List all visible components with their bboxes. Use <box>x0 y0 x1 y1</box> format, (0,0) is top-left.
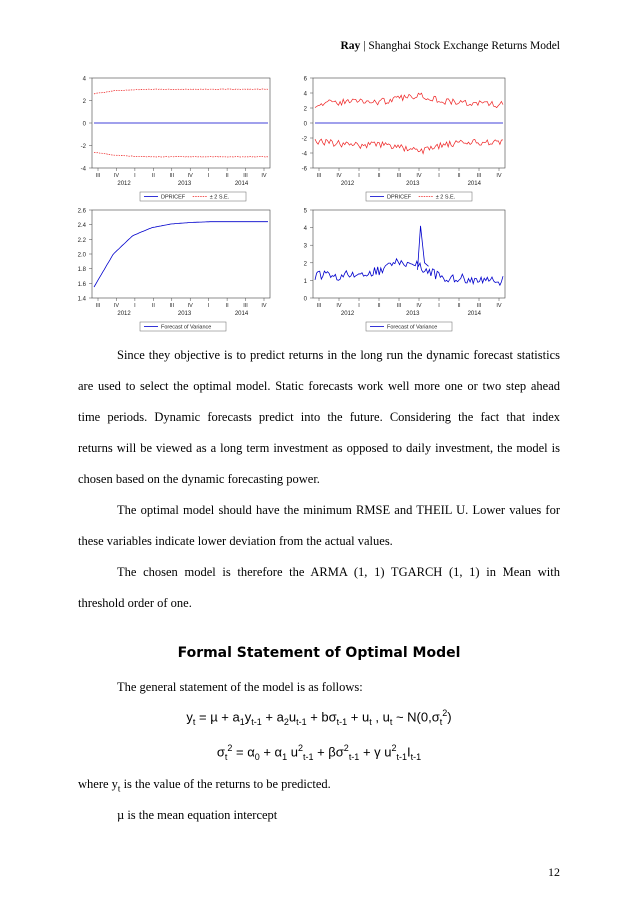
chart-2-year-label: 2013 <box>406 181 420 187</box>
mean-equation: $y_t = \mu + a_1y_{t-1} + a_2u_{t-1} + b\sigma_{t-1} + u_t$ , $u_t$ ~ $N(0,\sigma_t^2)$ <box>186 708 452 727</box>
chart-2-ytick-label: -4 <box>301 151 307 158</box>
chart-4-xtick-label: II <box>457 303 461 309</box>
chart-1-se-lower <box>94 152 268 157</box>
forecast-figures <box>0 0 638 340</box>
para1-line-1: Since they objective is to predict returns in the long run the dynamic forecast statistics <box>117 348 560 362</box>
chart-2-xtick-label: II <box>457 173 461 179</box>
chart-4-xtick-label: III <box>476 303 482 309</box>
para3-line-2: threshold order of one. <box>78 596 192 610</box>
chart-4-xtick-label: IV <box>496 303 502 309</box>
header-title: Shanghai Stock Exchange Returns Model <box>368 40 560 52</box>
chart-3-series-line <box>94 222 268 287</box>
chart-1-xtick-label: II <box>151 173 155 179</box>
chart-2-ytick-label: 0 <box>303 121 307 128</box>
chart-4-ytick-label: 5 <box>303 208 307 215</box>
chart-4-xtick-label: IV <box>416 303 422 309</box>
chart-1-se-upper <box>94 89 268 94</box>
chart-2-se-upper <box>315 93 503 108</box>
mu-text: µ is the mean equation intercept <box>117 808 278 822</box>
para3-line-1: The chosen model is therefore the ARMA (1, 1) TGARCH (1, 1) in Mean with <box>117 565 560 579</box>
chart-3-year-label: 2014 <box>234 311 249 317</box>
chart-1-ytick-label: 2 <box>82 99 86 105</box>
chart-3-xtick-label: II <box>151 303 155 309</box>
chart-4-year-label: 2012 <box>340 311 355 317</box>
chart-2-year-label: 2012 <box>340 181 355 187</box>
section-heading: Formal Statement of Optimal Model <box>177 645 461 661</box>
chart-1-ytick-label: -2 <box>80 144 86 150</box>
chart-1-legend-label: DPRICEF <box>161 194 186 201</box>
chart-3-ytick-label: 2.6 <box>77 208 86 215</box>
chart-2-xtick-label: III <box>396 173 402 179</box>
chart-4-xtick-label: III <box>396 303 402 309</box>
header-separator: | <box>363 40 366 52</box>
chart-4-xtick-label: III <box>316 303 322 309</box>
chart-3-ytick-label: 2.0 <box>77 252 86 259</box>
chart-2-xtick-label: III <box>476 173 482 179</box>
page-number: 12 <box>548 865 560 879</box>
where-yt-text: where $y_t$ is the value of the returns to be predicted. <box>78 777 331 794</box>
chart-3-xtick-label: I <box>134 303 136 309</box>
chart-4-ytick-label: 3 <box>303 243 307 250</box>
chart-2-legend-label: DPRICEF <box>387 194 412 201</box>
para2-line-2: these variables indicate lower deviation from the actual values. <box>78 534 393 548</box>
chart-3-ytick-label: 1.6 <box>77 281 86 288</box>
chart-4-xtick-label: IV <box>336 303 342 309</box>
variance-equation: $\sigma_t^2 = \alpha_0 + \alpha_1$ $u^2_{t-1} + \beta\sigma^2_{t-1} + \gamma$ $u^2_{t-1}I_{t-1}$ <box>216 743 422 762</box>
chart-3-xtick-label: II <box>225 303 229 309</box>
chart-2-legend-label: ± 2 S.E. <box>435 194 456 201</box>
chart-1-year-label: 2014 <box>234 181 249 187</box>
para1-line-4: returns will be viewed as a long term investment as opposed to daily investment, the model is <box>78 441 560 455</box>
chart-2-ytick-label: 2 <box>303 106 307 113</box>
chart-3-xtick-label: I <box>207 303 210 309</box>
chart-1-xtick-label: III <box>169 173 175 179</box>
chart-4-frame <box>313 210 505 298</box>
chart-2-xtick-label: I <box>438 173 440 179</box>
chart-3-ytick-label: 1.4 <box>77 296 86 303</box>
chart-3-legend-label: Forecast of Variance <box>161 324 212 331</box>
chart-1-legend-label: ± 2 S.E. <box>209 194 230 201</box>
chart-4-legend-label: Forecast of Variance <box>387 324 438 331</box>
chart-2-xtick-label: IV <box>336 173 342 179</box>
chart-2-xtick-label: III <box>316 173 322 179</box>
chart-3-ytick-label: 1.8 <box>77 267 86 274</box>
chart-2-ytick-label: 6 <box>303 76 307 83</box>
chart-4-ytick-label: 4 <box>303 226 307 233</box>
chart-1-xtick-label: III <box>95 173 101 179</box>
chart-1-xtick-label: III <box>243 173 248 179</box>
chart-3-xtick-label: IV <box>113 303 120 309</box>
chart-1-xtick-label: IV <box>113 173 120 179</box>
chart-1-year-label: 2012 <box>117 181 131 187</box>
chart-1-xtick-label: II <box>225 173 229 179</box>
para2-line-1: The optimal model should have the minimum RMSE and THEIL U. Lower values for <box>117 503 560 517</box>
chart-1-year-label: 2013 <box>177 181 192 187</box>
intro-text: The general statement of the model is as follows: <box>117 680 363 694</box>
chart-1-ytick-label: 4 <box>82 76 86 83</box>
chart-3-year-label: 2013 <box>177 311 192 317</box>
chart-4-variance-spike <box>418 226 429 270</box>
chart-1-ytick-label: 0 <box>82 121 86 128</box>
header-author: Ray <box>340 40 361 52</box>
chart-4-year-label: 2013 <box>406 311 420 317</box>
chart-3-xtick-label: IV <box>261 303 267 309</box>
chart-2-xtick-label: IV <box>416 173 422 179</box>
chart-4-ytick-label: 1 <box>303 278 307 285</box>
para1-line-5: chosen based on the dynamic forecasting power. <box>78 472 320 486</box>
para1-line-2: are used to select the optimal model. Static forecasts work well more one or two step ahead <box>78 379 560 393</box>
chart-4-xtick-label: I <box>438 303 440 309</box>
chart-4-xtick-label: I <box>358 303 360 309</box>
chart-3-xtick-label: IV <box>187 303 193 309</box>
chart-2-ytick-label: -6 <box>301 166 307 173</box>
chart-4-year-label: 2014 <box>467 311 481 317</box>
chart-2-ytick-label: -2 <box>301 136 307 143</box>
chart-3-xtick-label: III <box>243 303 248 309</box>
chart-2-se-lower <box>315 139 503 154</box>
para1-line-3: time periods. Dynamic forecasts predict into the future. Considering the fact that index <box>78 410 560 424</box>
chart-4-series-line <box>315 259 503 285</box>
chart-1-xtick-label: IV <box>187 173 193 179</box>
chart-3-xtick-label: III <box>169 303 175 309</box>
chart-3-xtick-label: III <box>95 303 101 309</box>
chart-4-ytick-label: 2 <box>303 261 307 268</box>
chart-2-year-label: 2014 <box>467 181 481 187</box>
chart-4-ytick-label: 0 <box>303 296 307 303</box>
chart-2-ytick-label: 4 <box>303 91 307 98</box>
chart-3-ytick-label: 2.4 <box>77 223 86 230</box>
chart-2-xtick-label: II <box>377 173 381 179</box>
chart-1-xtick-label: I <box>207 173 210 179</box>
chart-1-ytick-label: -4 <box>80 166 86 173</box>
chart-1-xtick-label: I <box>134 173 136 179</box>
chart-2-xtick-label: I <box>358 173 360 179</box>
chart-2-xtick-label: IV <box>496 173 502 179</box>
chart-3-year-label: 2012 <box>117 311 131 317</box>
chart-1-xtick-label: IV <box>261 173 267 179</box>
chart-3-ytick-label: 2.2 <box>77 237 86 244</box>
chart-4-xtick-label: II <box>377 303 381 309</box>
